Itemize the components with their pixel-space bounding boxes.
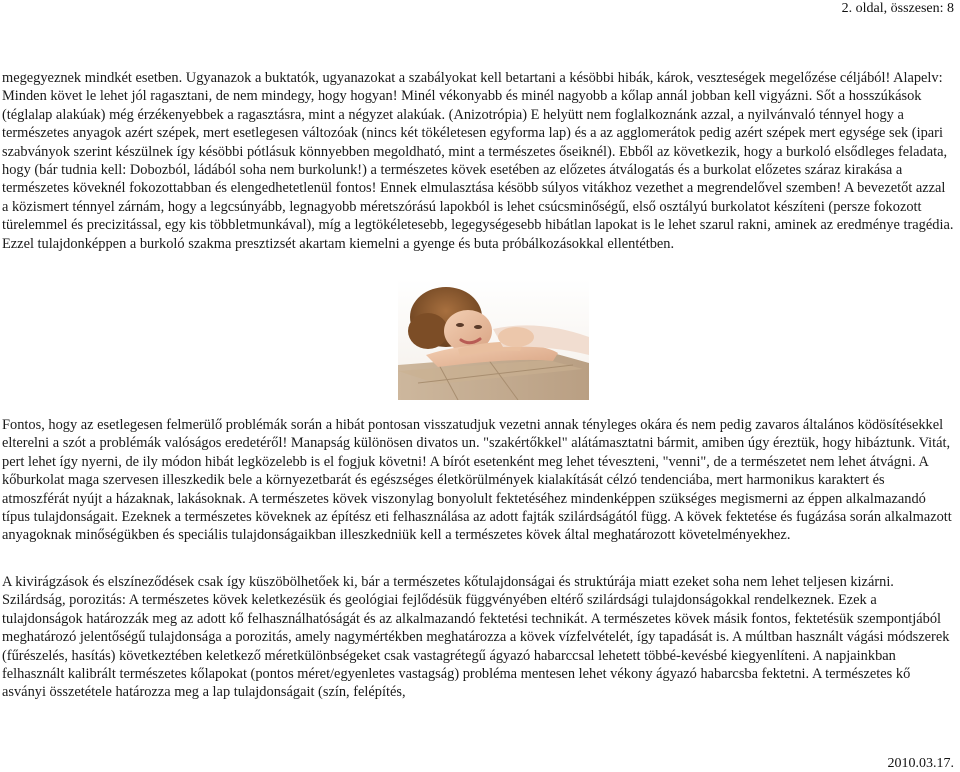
page-number-header: 2. oldal, összesen: 8 bbox=[841, 1, 954, 16]
woman-on-heated-floor-photo bbox=[398, 279, 589, 400]
date-footer: 2010.03.17. bbox=[887, 756, 954, 771]
paragraph-problems: Fontos, hogy az esetlegesen felmerülő problémák során a hibát pontosan visszatudjuk vezetni annak tényleges okára és nem pedig zavaros általános ködösítésekkel elterelni a szót a problémák valóságos eredetéről! Manapság különösen divatos un. "szakértőkkel" alátámasztatni bármit, amiben úgy éreztük, hogy hibáztunk. Vitát, pert lehet így nyerni, de ily módon hibát legközelebb is el fogjuk követni! A bírót esetenként meg lehet téveszteni, "venni", de a természetet nem lehet átvágni. A kőburkolat maga szervesen illeszkedik bele a környezetbarát és egészséges életkörülmények kialakítását célzó tendenciába, mert harmonikus karaktert és atmoszférát nyújt a házaknak, lakásoknak. A természetes kövek viszonylag bonyolult fektetéséhez mindenképpen szükséges megismerni az éppen alkalmazandó típus tulajdonságait. Ezeknek a természetes köveknek az építész eti felhasználása az adott fajták szilárdságától függ. A kövek fektetése és fugázása során alkalmazott anyagoknak minőségükben és speciális tulajdonságaikban illeszkedniük kell a természetes kövek által meghatározott követelményekhez. bbox=[2, 417, 952, 544]
paragraph-properties: A kivirágzások és elszíneződések csak így küszöbölhetőek ki, bár a természetes kőtulajdonságai és struktúrája miatt ezeket soha nem lehet teljesen kizárni. Szilárdság, porozitás: A természetes kövek keletkezésük és geológiai fejlődésük függvényében eltérő szilárdsági tulajdonságokkal rendelkeznek. Ezek a tulajdonságok határozzák meg az adott kő felhasználhatóságát és az alkalmazandó fektetési technikát. A természetes kövek másik fontos, fektetésük szempontjából meghatározó jelentőségű tulajdonsága a porozitás, amely nagymértékben meghatározza a kövek vízfelvételét, így tapadását is. A múltban használt vágási módszerek (fűrészelés, hasítás) következtében keletkező méretkülönbségeket csak vastagrétegű ágyazó habarccsal lehetett többé-kevésbé kiegyenlíteni. A napjainkban felhasznált kalibrált természetes kőlapokat (pontos méret/egyenletes vastagság) probléma mentesen lehet vékony ágyazó habarcsba fektetni. A természetes kő asványi összetétele határozza meg a lap tulajdonságait (szín, felépítés, bbox=[2, 574, 950, 701]
paragraph-intro: megegyeznek mindkét esetben. Ugyanazok a buktatók, ugyanazokat a szabályokat kell betartani a késöbbi hibák, károk, veszteségek megelőzése céljából! Alapelv: Minden követ le lehet jól ragasztani, de nem mindegy, hogy hogyan! Minél vékonyabb és minél nagyobb a kőlap annál jobban kell vigyázni. Sőt a hosszúkások (téglalap alakúak) még érzékenyebbek a ragasztásra, mint a négyzet alakúak. (Anizotrópia) E helyütt nem foglalkoznánk azzal, a nyilvánvaló ténnyel hogy a természetes anyagok azért szépek, mert esetlegesen változóak (nincs két tökéletesen egyforma lap) és a az agglomerátok pedig azért szépek mert egysége sek (ipari szabványok szerint készülnek így késöbbi pótlásuk könnyebben megoldható, mint a természetes őseiknél). Ebből az következik, hogy a burkoló elsődleges feladata, hogy (bár tudnia kell: Dobozból, ládából soha nem burkolunk!) a természetes kövek esetében az előzetes átválogatás és a burkolat előzetes száraz kirakása a természetes köveknél fokozottabban és elengedhetetlenül fontos! Ennek elmulasztása késöbb súlyos vitákhoz vezethet a megrendelővel szemben! A bevezetőt azzal a közismert ténnyel zárnám, hogy a legcsúnyább, legnagyobb méretszórású lapokból is lehet csúcsminőségű, első osztályú burkolatot készíteni (persze fokozott türelemmel és precizitással, egy kis többletmunkával), míg a legtökéletesebb, legegységesebb hibátlan lapokat is le lehet szarul rakni, aminek az eredménye tragédia. Ezzel tulajdonképpen a burkoló szakma presztizsét akartam kiemelni a gyenge és buta próbálkozásokkal ellentétben. bbox=[2, 70, 954, 252]
